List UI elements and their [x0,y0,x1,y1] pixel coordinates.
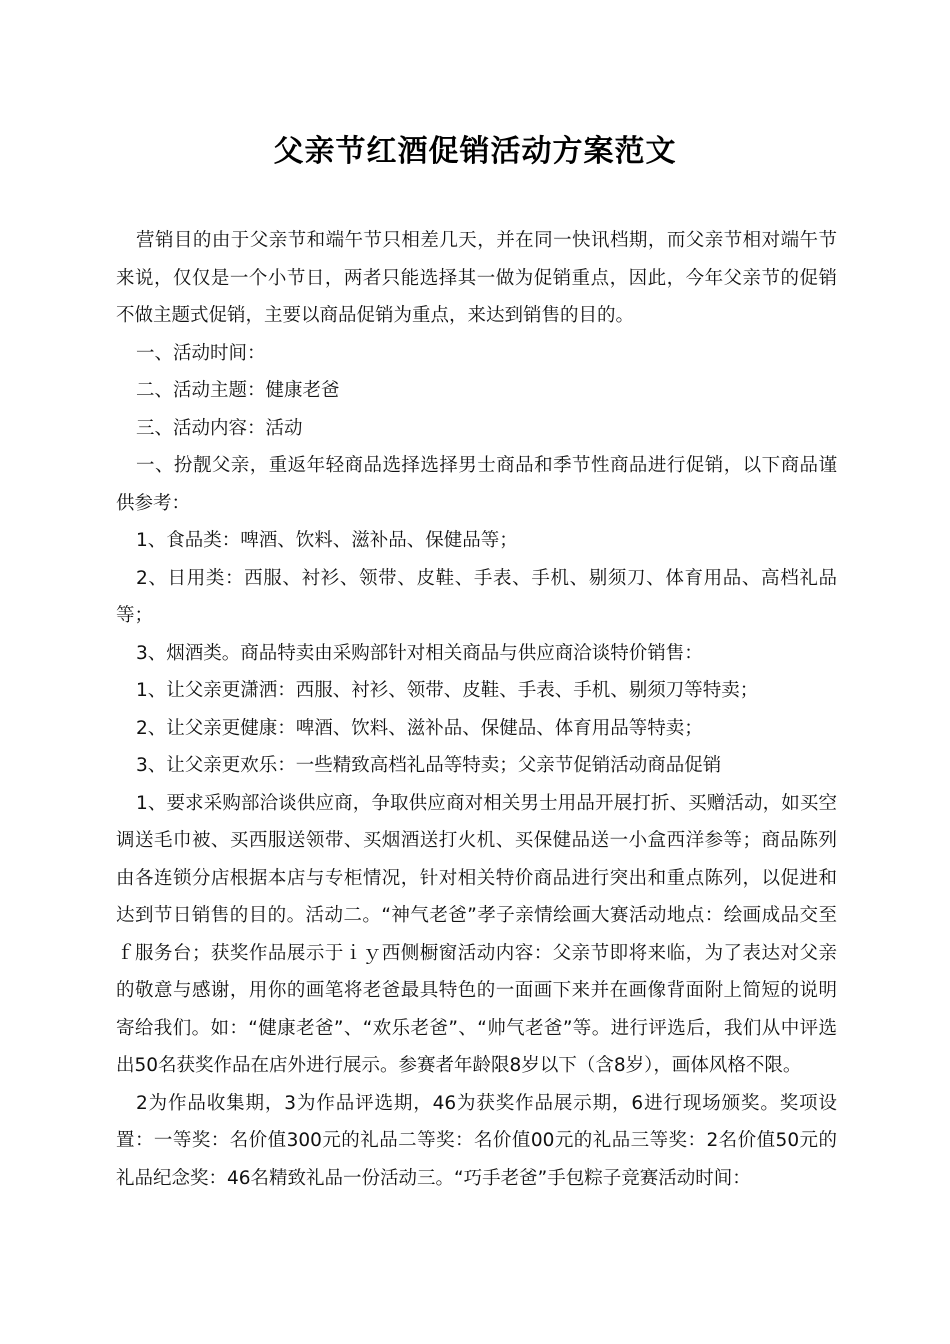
document-body [116,222,837,1197]
paragraph-activity-time: 一、活动时间： [136,342,266,364]
paragraph-procurement: 1、要求采购部洽谈供应商，争取供应商对相关男士用品开展打折、买赠活动，如买空调送毛巾被、买西服送领带、买烟酒送打火机、买保健品送一小盒西洋参等；商品陈列由各连锁分店根据本店与专柜情况，针对相关特价商品进行突出和重点陈列，以促进和达到节日销售的目的。活动二。“神气老爸”孝子亲情绘画大赛活动地点：绘画成品交至ｆ服务台；获奖作品展示于ｉｙ西侧橱窗活动内容：父亲节即将来临，为了表达对父亲的敬意与感谢，用你的画笔将老爸最具特色的一面画下来并在画像背面附上简短的说明寄给我们。如：“健康老爸”、“欢乐老爸”、“帅气老爸”等。进行评选后，我们从中评选出50名获奖作品在店外进行展示。参赛者年龄限8岁以下（含8岁），画体风格不限。 [116,792,837,1076]
paragraph-schedule-awards: 2为作品收集期，3为作品评选期，46为获奖作品展示期，6进行现场颁奖。奖项设置：一等奖：名价值300元的礼品二等奖：名价值00元的礼品三等奖：2名价值50元的礼品纪念奖：46名精致礼品一份活动三。“巧手老爸”手包粽子竞赛活动时间： [116,1092,837,1189]
paragraph-activity-theme: 二、活动主题：健康老爸 [136,380,340,401]
paragraph-activity-content: 三、活动内容：活动 [136,417,303,439]
paragraph-tobacco-category: 3、烟酒类。商品特卖由采购部针对相关商品与供应商洽谈特价销售： [136,642,703,664]
paragraph-intro: 营销目的由于父亲节和端午节只相差几天，并在同一快讯档期，而父亲节相对端午节来说，仅仅是一个小节日，两者只能选择其一做为促销重点，因此，今年父亲节的促销不做主题式促销，主要以商品促销为重点，来达到销售的目的。 [116,230,837,326]
paragraph-more-stylish: 1、让父亲更潇洒：西服、衬衫、领带、皮鞋、手表、手机、剔须刀等特卖； [136,680,759,701]
paragraph-more-joyful: 3、让父亲更欢乐：一些精致高档礼品等特卖；父亲节促销活动商品促销 [136,755,722,776]
paragraph-food-category: 1、食品类：啤酒、饮料、滋补品、保健品等； [136,530,518,551]
paragraph-more-healthy: 2、让父亲更健康：啤酒、饮料、滋补品、保健品、体育用品等特卖； [136,717,703,739]
paragraph-dress-up-father: 一、扮靓父亲，重返年轻商品选择选择男士商品和季节性商品进行促销，以下商品谨供参考： [116,455,837,514]
document-title: 父亲节红酒促销活动方案范文 [273,134,677,169]
paragraph-daily-category: 2、日用类：西服、衬衫、领带、皮鞋、手表、手机、剔须刀、体育用品、高档礼品等； [116,567,837,626]
